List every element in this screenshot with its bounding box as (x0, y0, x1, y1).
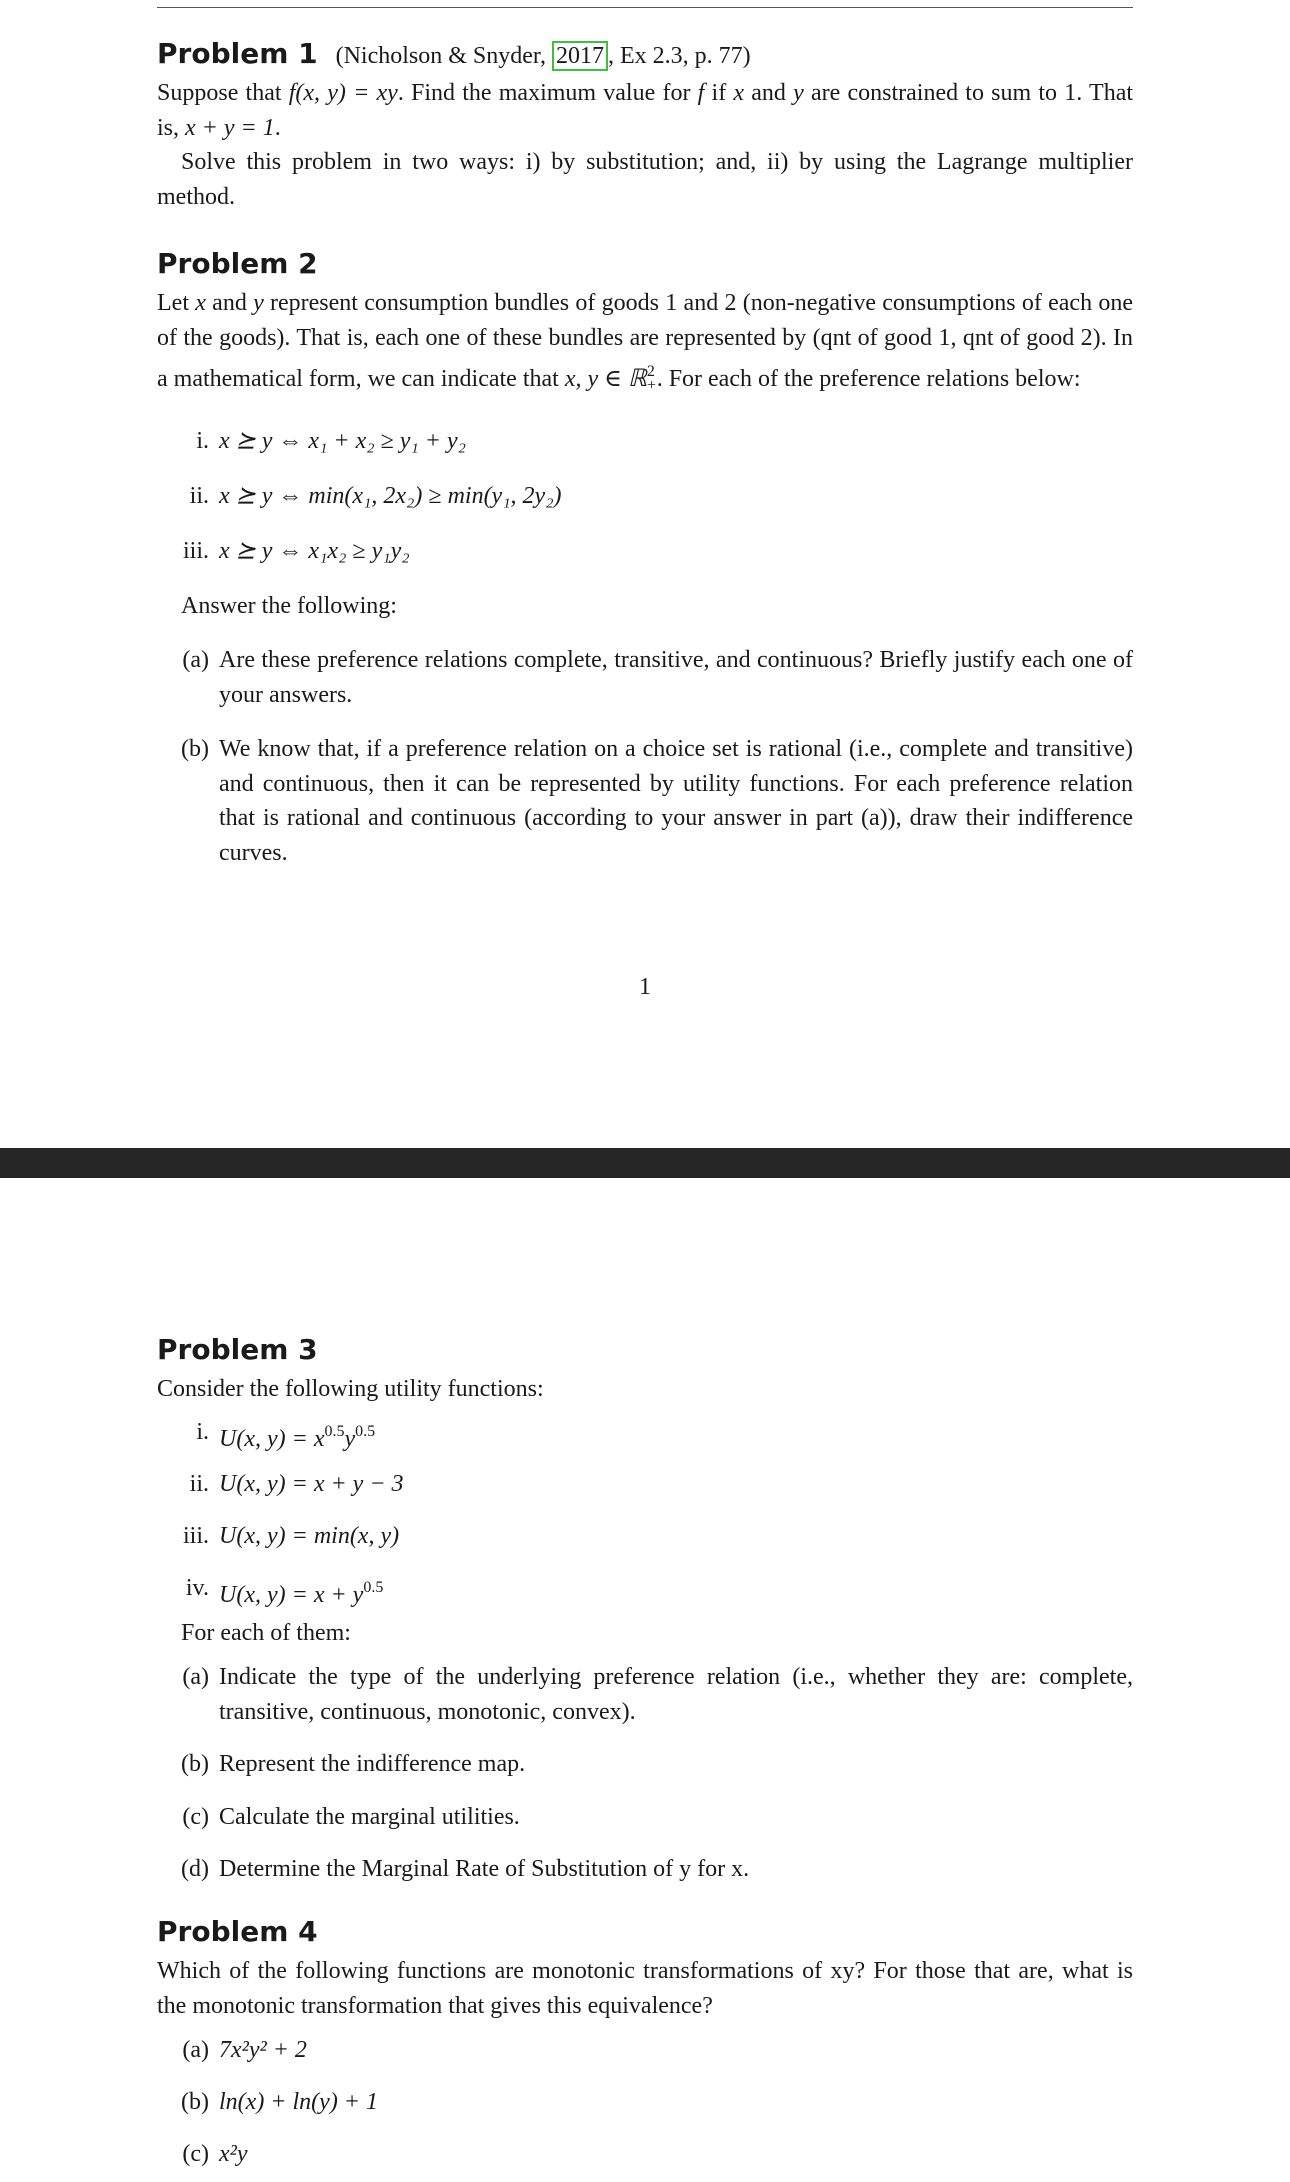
citation-link[interactable]: 2017 (552, 41, 608, 71)
part-item: (b) Represent the indifference map. (181, 1751, 526, 1777)
option-item: (b) ln(x) + ln(y) + 1 (181, 2089, 378, 2115)
utility-function-item: i. U(x, $y) = x^{0.5}y^{0.5}$ (196, 1418, 376, 1452)
part-item: (d) Determine the Marginal Rate of Substitution of y for x. (181, 1856, 750, 1882)
part-item: (b) We know that, if a preference relation on a choice set is rational (i.e., complete and transitive) and continuous, then it can be represented by utility functions. For each preference relation that is rational and continuous (according to your answer in part (a)), draw their indifference curves. (181, 736, 1133, 866)
problem-2-title: Problem 2 (157, 247, 318, 280)
utility-function-item: iii. U(x, y) = min(x, y) (182, 1522, 400, 1549)
problem-4 (157, 1914, 1133, 2172)
problem-1-instructions: Solve this problem in two ways: i) by substitution; and, ii) by using the Lagrange multiplier method. (157, 149, 1133, 210)
part-item: (a) Are these preference relations complete, transitive, and continuous? Briefly justify each one of your answers. (182, 647, 1133, 708)
problem-3-intro: Consider the following utility functions: (157, 1376, 544, 1402)
problem-1-source: (Nicholson & Snyder, 2017 , Ex 2.3, p. 77) (335, 43, 751, 69)
utility-functions-list (157, 1415, 1133, 1616)
relation-item: ii. x ⪰ y ⇔ min(x₁, 2x₂) ≥ min(y₁, 2y₂) (189, 482, 562, 509)
relation-item: i. x ⪰ y ⇔ x₁ + x₂ ≥ y₁ + y₂ (196, 427, 466, 454)
option-item: (c) x²y (182, 2141, 248, 2167)
preference-relations-list (157, 424, 1133, 589)
problem-2 (157, 246, 1133, 870)
utility-function-item: ii. U(x, y) = x + y − 3 (189, 1470, 404, 1497)
problem-2-intro: Let x and y represent consumption bundles of goods 1 and 2 (non-negative consumptions of each one of the goods). That is, each one of these bundles are represented by (qnt of good 1, qnt of good 2). In a mathematical form, we can indicate that x, y ∈ ℝ$^2_+$. For each of the preference relations below: (157, 290, 1133, 394)
part-item: (a) Indicate the type of the underlying preference relation (i.e., whether they are: complete, transitive, continuous, monotonic, convex). (182, 1664, 1133, 1725)
for-each-text: For each of them: (181, 1619, 351, 1646)
page-divider (0, 1148, 1290, 1178)
problem-3-parts (157, 1660, 1133, 1887)
top-rule (157, 7, 1133, 8)
problem-4-options (157, 2033, 1133, 2172)
page-number: 1 (639, 974, 651, 1000)
option-item: (a) 7x²y² + 2 (182, 2037, 307, 2063)
answer-intro: Answer the following: (181, 592, 397, 619)
problem-3-title: Problem 3 (157, 1333, 318, 1366)
page-2 (0, 1178, 1290, 2182)
problem-2-parts (157, 643, 1133, 870)
problem-1-title: Problem 1 (157, 37, 318, 70)
problem-3 (157, 1332, 1133, 1887)
problem-1-text: Suppose that f(x, y) = xy. Find the maximum value for f if x and y are constrained to sum to 1. That is, x + y = 1. (157, 80, 1134, 141)
problem-1 (157, 36, 1133, 214)
problem-4-intro: Which of the following functions are monotonic transformations of xy? For those that are, what is the monotonic transformation that gives this equivalence? (157, 1958, 1133, 2019)
problem-4-title: Problem 4 (157, 1915, 318, 1948)
utility-function-item: iv. U(x, $y) = x + y^{0.5}$ (185, 1574, 384, 1608)
part-item: (c) Calculate the marginal utilities. (182, 1803, 520, 1830)
relation-item: iii. x ⪰ y ⇔ x₁x₂ ≥ y₁y₂ (182, 537, 410, 564)
